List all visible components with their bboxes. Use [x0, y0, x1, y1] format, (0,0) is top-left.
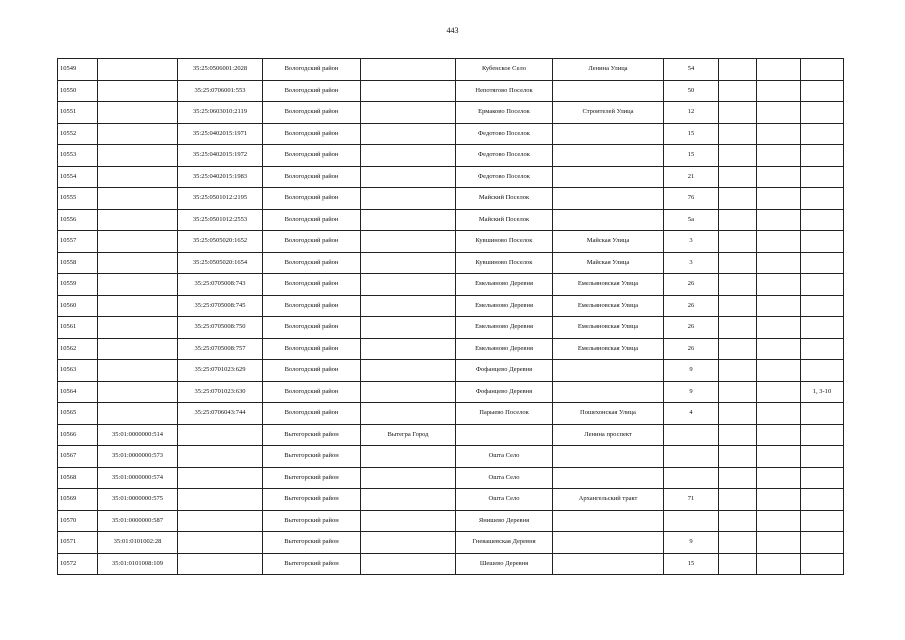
- locality-cell: Кувшиново Поселок: [456, 231, 553, 253]
- house-number-cell: 4: [664, 403, 719, 425]
- apartment-cell: [801, 532, 844, 554]
- structure-cell: [757, 553, 801, 575]
- locality-cell: Майский Поселок: [456, 209, 553, 231]
- city-cell: Вытегра Город: [361, 424, 456, 446]
- house-number-cell: 21: [664, 166, 719, 188]
- district-cell: Вологодский район: [263, 209, 361, 231]
- table-row: [58, 295, 844, 317]
- locality-cell: Ошта Село: [456, 467, 553, 489]
- locality-cell: Шешево Деревня: [456, 553, 553, 575]
- record-number-cell: 10557: [58, 231, 98, 253]
- record-number-cell: 10554: [58, 166, 98, 188]
- record-number-cell: 10551: [58, 102, 98, 124]
- table-row: [58, 532, 844, 554]
- structure-cell: [757, 510, 801, 532]
- table-row: [58, 102, 844, 124]
- record-number-cell: 10567: [58, 446, 98, 468]
- record-number-cell: 10553: [58, 145, 98, 167]
- record-number-cell: 10561: [58, 317, 98, 339]
- city-cell: [361, 467, 456, 489]
- apartment-cell: [801, 80, 844, 102]
- building-cell: [719, 166, 757, 188]
- house-number-cell: 26: [664, 274, 719, 296]
- apartment-cell: [801, 59, 844, 81]
- locality-cell: Емельяново Деревня: [456, 338, 553, 360]
- table-row: [58, 274, 844, 296]
- table-row: [58, 166, 844, 188]
- cadastral-number-cell: 35:25:0705008:750: [178, 317, 263, 339]
- cadastral-number-cell: 35:25:0505020:1654: [178, 252, 263, 274]
- city-cell: [361, 317, 456, 339]
- structure-cell: [757, 80, 801, 102]
- street-cell: Ленина проспект: [553, 424, 664, 446]
- structure-cell: [757, 59, 801, 81]
- street-cell: [553, 166, 664, 188]
- building-cadastral-cell: [98, 102, 178, 124]
- apartment-cell: [801, 252, 844, 274]
- structure-cell: [757, 123, 801, 145]
- building-cadastral-cell: [98, 381, 178, 403]
- house-number-cell: [664, 510, 719, 532]
- district-cell: Вологодский район: [263, 317, 361, 339]
- table-row: [58, 338, 844, 360]
- locality-cell: Оштa Село: [456, 446, 553, 468]
- table-row: [58, 467, 844, 489]
- apartment-cell: [801, 274, 844, 296]
- city-cell: [361, 510, 456, 532]
- cadastral-number-cell: 35:25:0705008:757: [178, 338, 263, 360]
- structure-cell: [757, 274, 801, 296]
- table-row: [58, 446, 844, 468]
- record-number-cell: 10562: [58, 338, 98, 360]
- building-cadastral-cell: [98, 252, 178, 274]
- building-cadastral-cell: [98, 338, 178, 360]
- table-row: [58, 59, 844, 81]
- page-number: 443: [446, 26, 459, 35]
- locality-cell: Ошта Село: [456, 489, 553, 511]
- apartment-cell: [801, 188, 844, 210]
- city-cell: [361, 338, 456, 360]
- cadastral-number-cell: [178, 510, 263, 532]
- table-row: [58, 403, 844, 425]
- locality-cell: Гневашевская Деревня: [456, 532, 553, 554]
- district-cell: Вытегорский район: [263, 532, 361, 554]
- table-body: [58, 59, 844, 575]
- structure-cell: [757, 532, 801, 554]
- cadastral-number-cell: 35:25:0701023:630: [178, 381, 263, 403]
- district-cell: Вологодский район: [263, 145, 361, 167]
- district-cell: Вологодский район: [263, 360, 361, 382]
- apartment-cell: [801, 510, 844, 532]
- registry-table: [57, 58, 844, 575]
- structure-cell: [757, 317, 801, 339]
- city-cell: [361, 295, 456, 317]
- house-number-cell: [664, 424, 719, 446]
- cadastral-number-cell: 35:25:0705008:745: [178, 295, 263, 317]
- building-cell: [719, 145, 757, 167]
- house-number-cell: 50: [664, 80, 719, 102]
- apartment-cell: [801, 295, 844, 317]
- building-cadastral-cell: 35:01:0000000:514: [98, 424, 178, 446]
- house-number-cell: 26: [664, 317, 719, 339]
- building-cadastral-cell: [98, 274, 178, 296]
- street-cell: [553, 145, 664, 167]
- cadastral-number-cell: 35:25:0505020:1652: [178, 231, 263, 253]
- city-cell: [361, 145, 456, 167]
- city-cell: [361, 360, 456, 382]
- district-cell: Вытегорский район: [263, 510, 361, 532]
- apartment-cell: [801, 424, 844, 446]
- structure-cell: [757, 295, 801, 317]
- city-cell: [361, 446, 456, 468]
- locality-cell: Янишево Деревня: [456, 510, 553, 532]
- cadastral-number-cell: [178, 446, 263, 468]
- building-cell: [719, 532, 757, 554]
- locality-cell: Федотово Поселок: [456, 145, 553, 167]
- record-number-cell: 10569: [58, 489, 98, 511]
- cadastral-number-cell: 35:25:0501012:2195: [178, 188, 263, 210]
- building-cadastral-cell: [98, 145, 178, 167]
- table-row: [58, 381, 844, 403]
- record-number-cell: 10559: [58, 274, 98, 296]
- locality-cell: Федотово Поселок: [456, 166, 553, 188]
- district-cell: Вологодский район: [263, 80, 361, 102]
- apartment-cell: 1, 3-10: [801, 381, 844, 403]
- street-cell: [553, 446, 664, 468]
- record-number-cell: 10555: [58, 188, 98, 210]
- street-cell: Строителей Улица: [553, 102, 664, 124]
- street-cell: [553, 510, 664, 532]
- city-cell: [361, 59, 456, 81]
- structure-cell: [757, 424, 801, 446]
- structure-cell: [757, 338, 801, 360]
- apartment-cell: [801, 102, 844, 124]
- cadastral-number-cell: [178, 467, 263, 489]
- street-cell: Емельяновская Улица: [553, 317, 664, 339]
- building-cadastral-cell: 35:01:0101008:109: [98, 553, 178, 575]
- building-cell: [719, 403, 757, 425]
- house-number-cell: [664, 467, 719, 489]
- cadastral-number-cell: 35:25:0506001:2028: [178, 59, 263, 81]
- structure-cell: [757, 381, 801, 403]
- city-cell: [361, 532, 456, 554]
- apartment-cell: [801, 446, 844, 468]
- record-number-cell: 10566: [58, 424, 98, 446]
- structure-cell: [757, 446, 801, 468]
- house-number-cell: 3: [664, 231, 719, 253]
- record-number-cell: 10570: [58, 510, 98, 532]
- street-cell: Майская Улица: [553, 252, 664, 274]
- house-number-cell: 26: [664, 338, 719, 360]
- structure-cell: [757, 145, 801, 167]
- district-cell: Вытегорский район: [263, 467, 361, 489]
- apartment-cell: [801, 553, 844, 575]
- street-cell: [553, 209, 664, 231]
- district-cell: Вологодский район: [263, 188, 361, 210]
- record-number-cell: 10550: [58, 80, 98, 102]
- locality-cell: Непотягово Поселок: [456, 80, 553, 102]
- building-cell: [719, 59, 757, 81]
- house-number-cell: 76: [664, 188, 719, 210]
- building-cadastral-cell: [98, 295, 178, 317]
- building-cadastral-cell: [98, 123, 178, 145]
- building-cadastral-cell: [98, 360, 178, 382]
- record-number-cell: 10568: [58, 467, 98, 489]
- locality-cell: Ермаково Поселок: [456, 102, 553, 124]
- house-number-cell: 15: [664, 145, 719, 167]
- building-cell: [719, 338, 757, 360]
- house-number-cell: 54: [664, 59, 719, 81]
- street-cell: [553, 188, 664, 210]
- city-cell: [361, 231, 456, 253]
- street-cell: Пошехонская Улица: [553, 403, 664, 425]
- locality-cell: Фофанцево Деревня: [456, 381, 553, 403]
- table-row: [58, 510, 844, 532]
- house-number-cell: 3: [664, 252, 719, 274]
- apartment-cell: [801, 317, 844, 339]
- table-row: [58, 80, 844, 102]
- locality-cell: Кувшиново Поселок: [456, 252, 553, 274]
- street-cell: Емельяновская Улица: [553, 295, 664, 317]
- locality-cell: Федотово Поселок: [456, 123, 553, 145]
- record-number-cell: 10563: [58, 360, 98, 382]
- building-cell: [719, 80, 757, 102]
- district-cell: Вологодский район: [263, 166, 361, 188]
- table-row: [58, 317, 844, 339]
- building-cadastral-cell: 35:01:0000000:587: [98, 510, 178, 532]
- house-number-cell: 15: [664, 553, 719, 575]
- table-row: [58, 209, 844, 231]
- district-cell: Вологодский район: [263, 338, 361, 360]
- apartment-cell: [801, 489, 844, 511]
- city-cell: [361, 381, 456, 403]
- locality-cell: [456, 424, 553, 446]
- locality-cell: Парыево Поселок: [456, 403, 553, 425]
- district-cell: Вологодский район: [263, 123, 361, 145]
- building-cadastral-cell: [98, 209, 178, 231]
- structure-cell: [757, 467, 801, 489]
- building-cell: [719, 102, 757, 124]
- cadastral-number-cell: [178, 489, 263, 511]
- building-cell: [719, 553, 757, 575]
- building-cell: [719, 467, 757, 489]
- cadastral-number-cell: 35:25:0603010:2119: [178, 102, 263, 124]
- record-number-cell: 10552: [58, 123, 98, 145]
- structure-cell: [757, 489, 801, 511]
- city-cell: [361, 252, 456, 274]
- city-cell: [361, 166, 456, 188]
- structure-cell: [757, 188, 801, 210]
- building-cell: [719, 188, 757, 210]
- building-cell: [719, 252, 757, 274]
- city-cell: [361, 102, 456, 124]
- locality-cell: Емельяново Деревня: [456, 317, 553, 339]
- building-cadastral-cell: 35:01:0101002:28: [98, 532, 178, 554]
- apartment-cell: [801, 467, 844, 489]
- record-number-cell: 10549: [58, 59, 98, 81]
- locality-cell: Майский Поселок: [456, 188, 553, 210]
- apartment-cell: [801, 145, 844, 167]
- apartment-cell: [801, 166, 844, 188]
- street-cell: [553, 553, 664, 575]
- house-number-cell: 26: [664, 295, 719, 317]
- street-cell: [553, 80, 664, 102]
- building-cadastral-cell: 35:01:0000000:575: [98, 489, 178, 511]
- city-cell: [361, 123, 456, 145]
- apartment-cell: [801, 338, 844, 360]
- cadastral-number-cell: 35:25:0706001:553: [178, 80, 263, 102]
- street-cell: Емельяновская Улица: [553, 338, 664, 360]
- building-cell: [719, 295, 757, 317]
- table-row: [58, 553, 844, 575]
- cadastral-number-cell: 35:25:0402015:1983: [178, 166, 263, 188]
- cadastral-number-cell: 35:25:0701023:629: [178, 360, 263, 382]
- district-cell: Вытегорский район: [263, 424, 361, 446]
- district-cell: Вологодский район: [263, 381, 361, 403]
- city-cell: [361, 188, 456, 210]
- building-cell: [719, 360, 757, 382]
- locality-cell: Фофанцево Деревня: [456, 360, 553, 382]
- cadastral-number-cell: 35:25:0706043:744: [178, 403, 263, 425]
- district-cell: Вытегорский район: [263, 489, 361, 511]
- house-number-cell: 9: [664, 381, 719, 403]
- house-number-cell: [664, 446, 719, 468]
- record-number-cell: 10572: [58, 553, 98, 575]
- building-cell: [719, 123, 757, 145]
- cadastral-number-cell: 35:25:0402015:1971: [178, 123, 263, 145]
- district-cell: Вытегорский район: [263, 553, 361, 575]
- locality-cell: Емельяново Деревня: [456, 274, 553, 296]
- building-cadastral-cell: [98, 403, 178, 425]
- building-cadastral-cell: [98, 317, 178, 339]
- locality-cell: Кубенское Село: [456, 59, 553, 81]
- apartment-cell: [801, 403, 844, 425]
- building-cell: [719, 446, 757, 468]
- table-row: [58, 145, 844, 167]
- building-cadastral-cell: 35:01:0000000:574: [98, 467, 178, 489]
- record-number-cell: 10571: [58, 532, 98, 554]
- record-number-cell: 10560: [58, 295, 98, 317]
- table-row: [58, 188, 844, 210]
- table-row: [58, 252, 844, 274]
- building-cell: [719, 424, 757, 446]
- record-number-cell: 10556: [58, 209, 98, 231]
- street-cell: [553, 360, 664, 382]
- cadastral-number-cell: [178, 532, 263, 554]
- structure-cell: [757, 252, 801, 274]
- building-cadastral-cell: 35:01:0000000:573: [98, 446, 178, 468]
- building-cadastral-cell: [98, 59, 178, 81]
- locality-cell: Емельяново Деревня: [456, 295, 553, 317]
- street-cell: Майская Улица: [553, 231, 664, 253]
- house-number-cell: 12: [664, 102, 719, 124]
- table-row: [58, 424, 844, 446]
- city-cell: [361, 489, 456, 511]
- building-cell: [719, 381, 757, 403]
- street-cell: [553, 467, 664, 489]
- record-number-cell: 10565: [58, 403, 98, 425]
- city-cell: [361, 403, 456, 425]
- apartment-cell: [801, 231, 844, 253]
- building-cell: [719, 489, 757, 511]
- district-cell: Вытегорский район: [263, 446, 361, 468]
- cadastral-number-cell: 35:25:0705008:743: [178, 274, 263, 296]
- structure-cell: [757, 231, 801, 253]
- cadastral-number-cell: 35:25:0501012:2553: [178, 209, 263, 231]
- record-number-cell: 10564: [58, 381, 98, 403]
- house-number-cell: 71: [664, 489, 719, 511]
- house-number-cell: 15: [664, 123, 719, 145]
- table-row: [58, 360, 844, 382]
- building-cadastral-cell: [98, 188, 178, 210]
- district-cell: Вологодский район: [263, 295, 361, 317]
- cadastral-number-cell: [178, 553, 263, 575]
- district-cell: Вологодский район: [263, 231, 361, 253]
- street-cell: Ленина Улица: [553, 59, 664, 81]
- structure-cell: [757, 102, 801, 124]
- house-number-cell: 5а: [664, 209, 719, 231]
- street-cell: [553, 123, 664, 145]
- record-number-cell: 10558: [58, 252, 98, 274]
- structure-cell: [757, 360, 801, 382]
- city-cell: [361, 80, 456, 102]
- structure-cell: [757, 403, 801, 425]
- house-number-cell: 9: [664, 532, 719, 554]
- house-number-cell: 9: [664, 360, 719, 382]
- apartment-cell: [801, 209, 844, 231]
- district-cell: Вологодский район: [263, 59, 361, 81]
- building-cell: [719, 231, 757, 253]
- structure-cell: [757, 166, 801, 188]
- district-cell: Вологодский район: [263, 252, 361, 274]
- city-cell: [361, 209, 456, 231]
- building-cell: [719, 317, 757, 339]
- structure-cell: [757, 209, 801, 231]
- street-cell: [553, 381, 664, 403]
- building-cadastral-cell: [98, 166, 178, 188]
- table-row: [58, 489, 844, 511]
- district-cell: Вологодский район: [263, 403, 361, 425]
- cadastral-number-cell: 35:25:0402015:1972: [178, 145, 263, 167]
- street-cell: Архангельский тракт: [553, 489, 664, 511]
- building-cell: [719, 274, 757, 296]
- apartment-cell: [801, 123, 844, 145]
- building-cadastral-cell: [98, 80, 178, 102]
- district-cell: Вологодский район: [263, 274, 361, 296]
- table-row: [58, 123, 844, 145]
- cadastral-number-cell: [178, 424, 263, 446]
- street-cell: [553, 532, 664, 554]
- building-cell: [719, 510, 757, 532]
- district-cell: Вологодский район: [263, 102, 361, 124]
- city-cell: [361, 553, 456, 575]
- table-row: [58, 231, 844, 253]
- apartment-cell: [801, 360, 844, 382]
- building-cell: [719, 209, 757, 231]
- building-cadastral-cell: [98, 231, 178, 253]
- street-cell: Емельяновская Улица: [553, 274, 664, 296]
- city-cell: [361, 274, 456, 296]
